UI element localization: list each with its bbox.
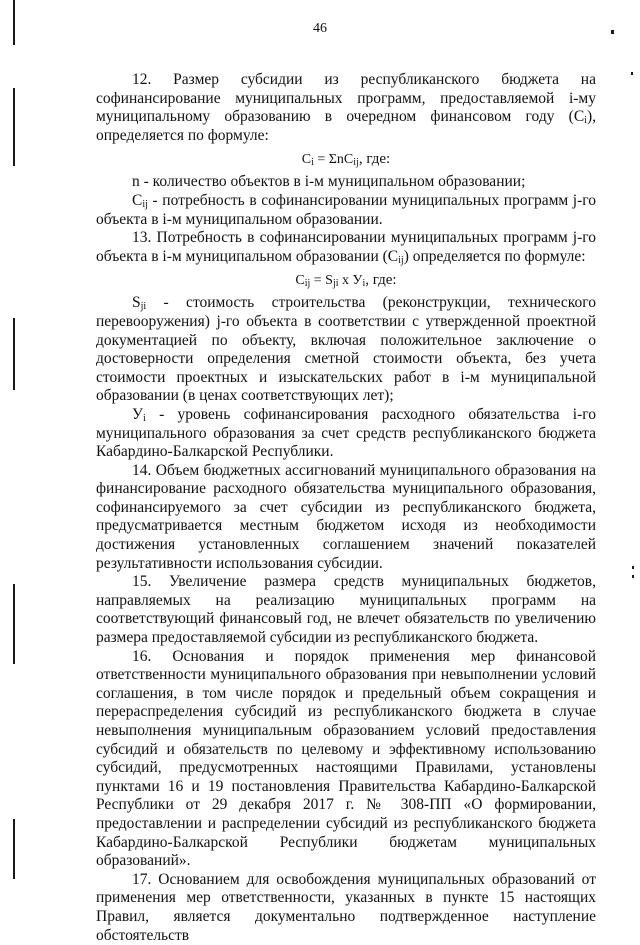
definition-sji: $S_{ji}$ - стоимость строительства (реконструкции, технического перевооружения) j-го объекта в соответствии с утвержденной проектной документацией по объекту, включая положительное заключение о достоверности определения сметной стоимости объекта, без учета стоимости проектных и изыскательских работ в i-м муниципальной образовании (в ценах соответствующих лет); <box>96 294 596 405</box>
formula-cofinancing-need: $C_{ij} = S_{ji}$ x $У_i$, где: <box>295 272 397 290</box>
scan-edge-mark <box>13 318 15 390</box>
scan-edge-mark <box>13 88 15 166</box>
scan-dot-mark <box>632 575 634 578</box>
paragraph-14: 14. Объем бюджетных ассигнований муниципального образования на финансирование расходного обязательства муниципального образования, софинансируемого за счет субсидии из республиканского бюджета, предусматривается местным бюджетом исходя из необходимости достижения установленных соглашением значений показателей результативности использования субсидии. <box>96 461 596 572</box>
paragraph-17: 17. Основанием для освобождения муниципальных образований от применения мер ответственности, указанных в пункте 15 настоящих Правил, является документально подтвержденное наступление обстоятельств <box>96 870 596 944</box>
paragraph-13: 13. Потребность в софинансировании муниципальных программ j-го объекта в i-м муниципальном образовании $(C_{ij})$ определяется по формуле: <box>96 229 596 266</box>
paragraph-15: 15. Увеличение размера средств муниципальных бюджетов, направляемых на реализацию муниципальных программ на соответствующий финансовый год, не влечет обязательств по увеличению размера предоставляемой субсидии из республиканского бюджета. <box>96 573 596 647</box>
paragraph-12: 12. Размер субсидии из республиканского бюджета на софинансирование муниципальных программ, предоставляемой i-му муниципальному образованию в очередном финансовом году $(C_i)$, определяется по формуле: <box>96 71 596 144</box>
document-body <box>96 71 596 945</box>
page-number: 46 <box>313 21 327 36</box>
paragraph-16: 16. Основания и порядок применения мер финансовой ответственности муниципального образования при невыполнении условий соглашения, в том числе порядок и предельный объем сокращения и перераспределения субсидий из республиканского бюджета в случае невыполнения муниципальным образованием условий предоставления субсидий и обязательств по целевому и эффективному использованию субсидий, предусмотренных настоящими Правилами, установлены пунктами 16 и 19 постановления Правительства Кабардино-Балкарской Республики от 29 декабря 2017 г. № 308-ПП «О формировании, предоставлении и распределении субсидий из республиканского бюджета Кабардино-Балкарской Республики бюджетам муниципальных образований». <box>96 647 596 870</box>
scan-dot-mark <box>632 566 634 569</box>
definition-yi: $У_i$ - уровень софинансирования расходного обязательства i-го муниципального образования за счет средств республиканского бюджета Кабардино-Балкарской Республики. <box>96 405 596 461</box>
scan-dot-mark <box>631 72 633 75</box>
formula-subsidy-size: $C_i = \Sigma nC_{ij}$, где: <box>301 151 391 169</box>
definition-n: n - количество объектов в i-м муниципальном образовании; <box>132 173 526 191</box>
scan-edge-mark <box>13 819 15 879</box>
scan-edge-mark <box>13 584 15 664</box>
definition-cij: $C_{ij}$ - потребность в софинансировании муниципальных программ j-го объекта в i-м муниципальном образовании. <box>96 191 596 228</box>
